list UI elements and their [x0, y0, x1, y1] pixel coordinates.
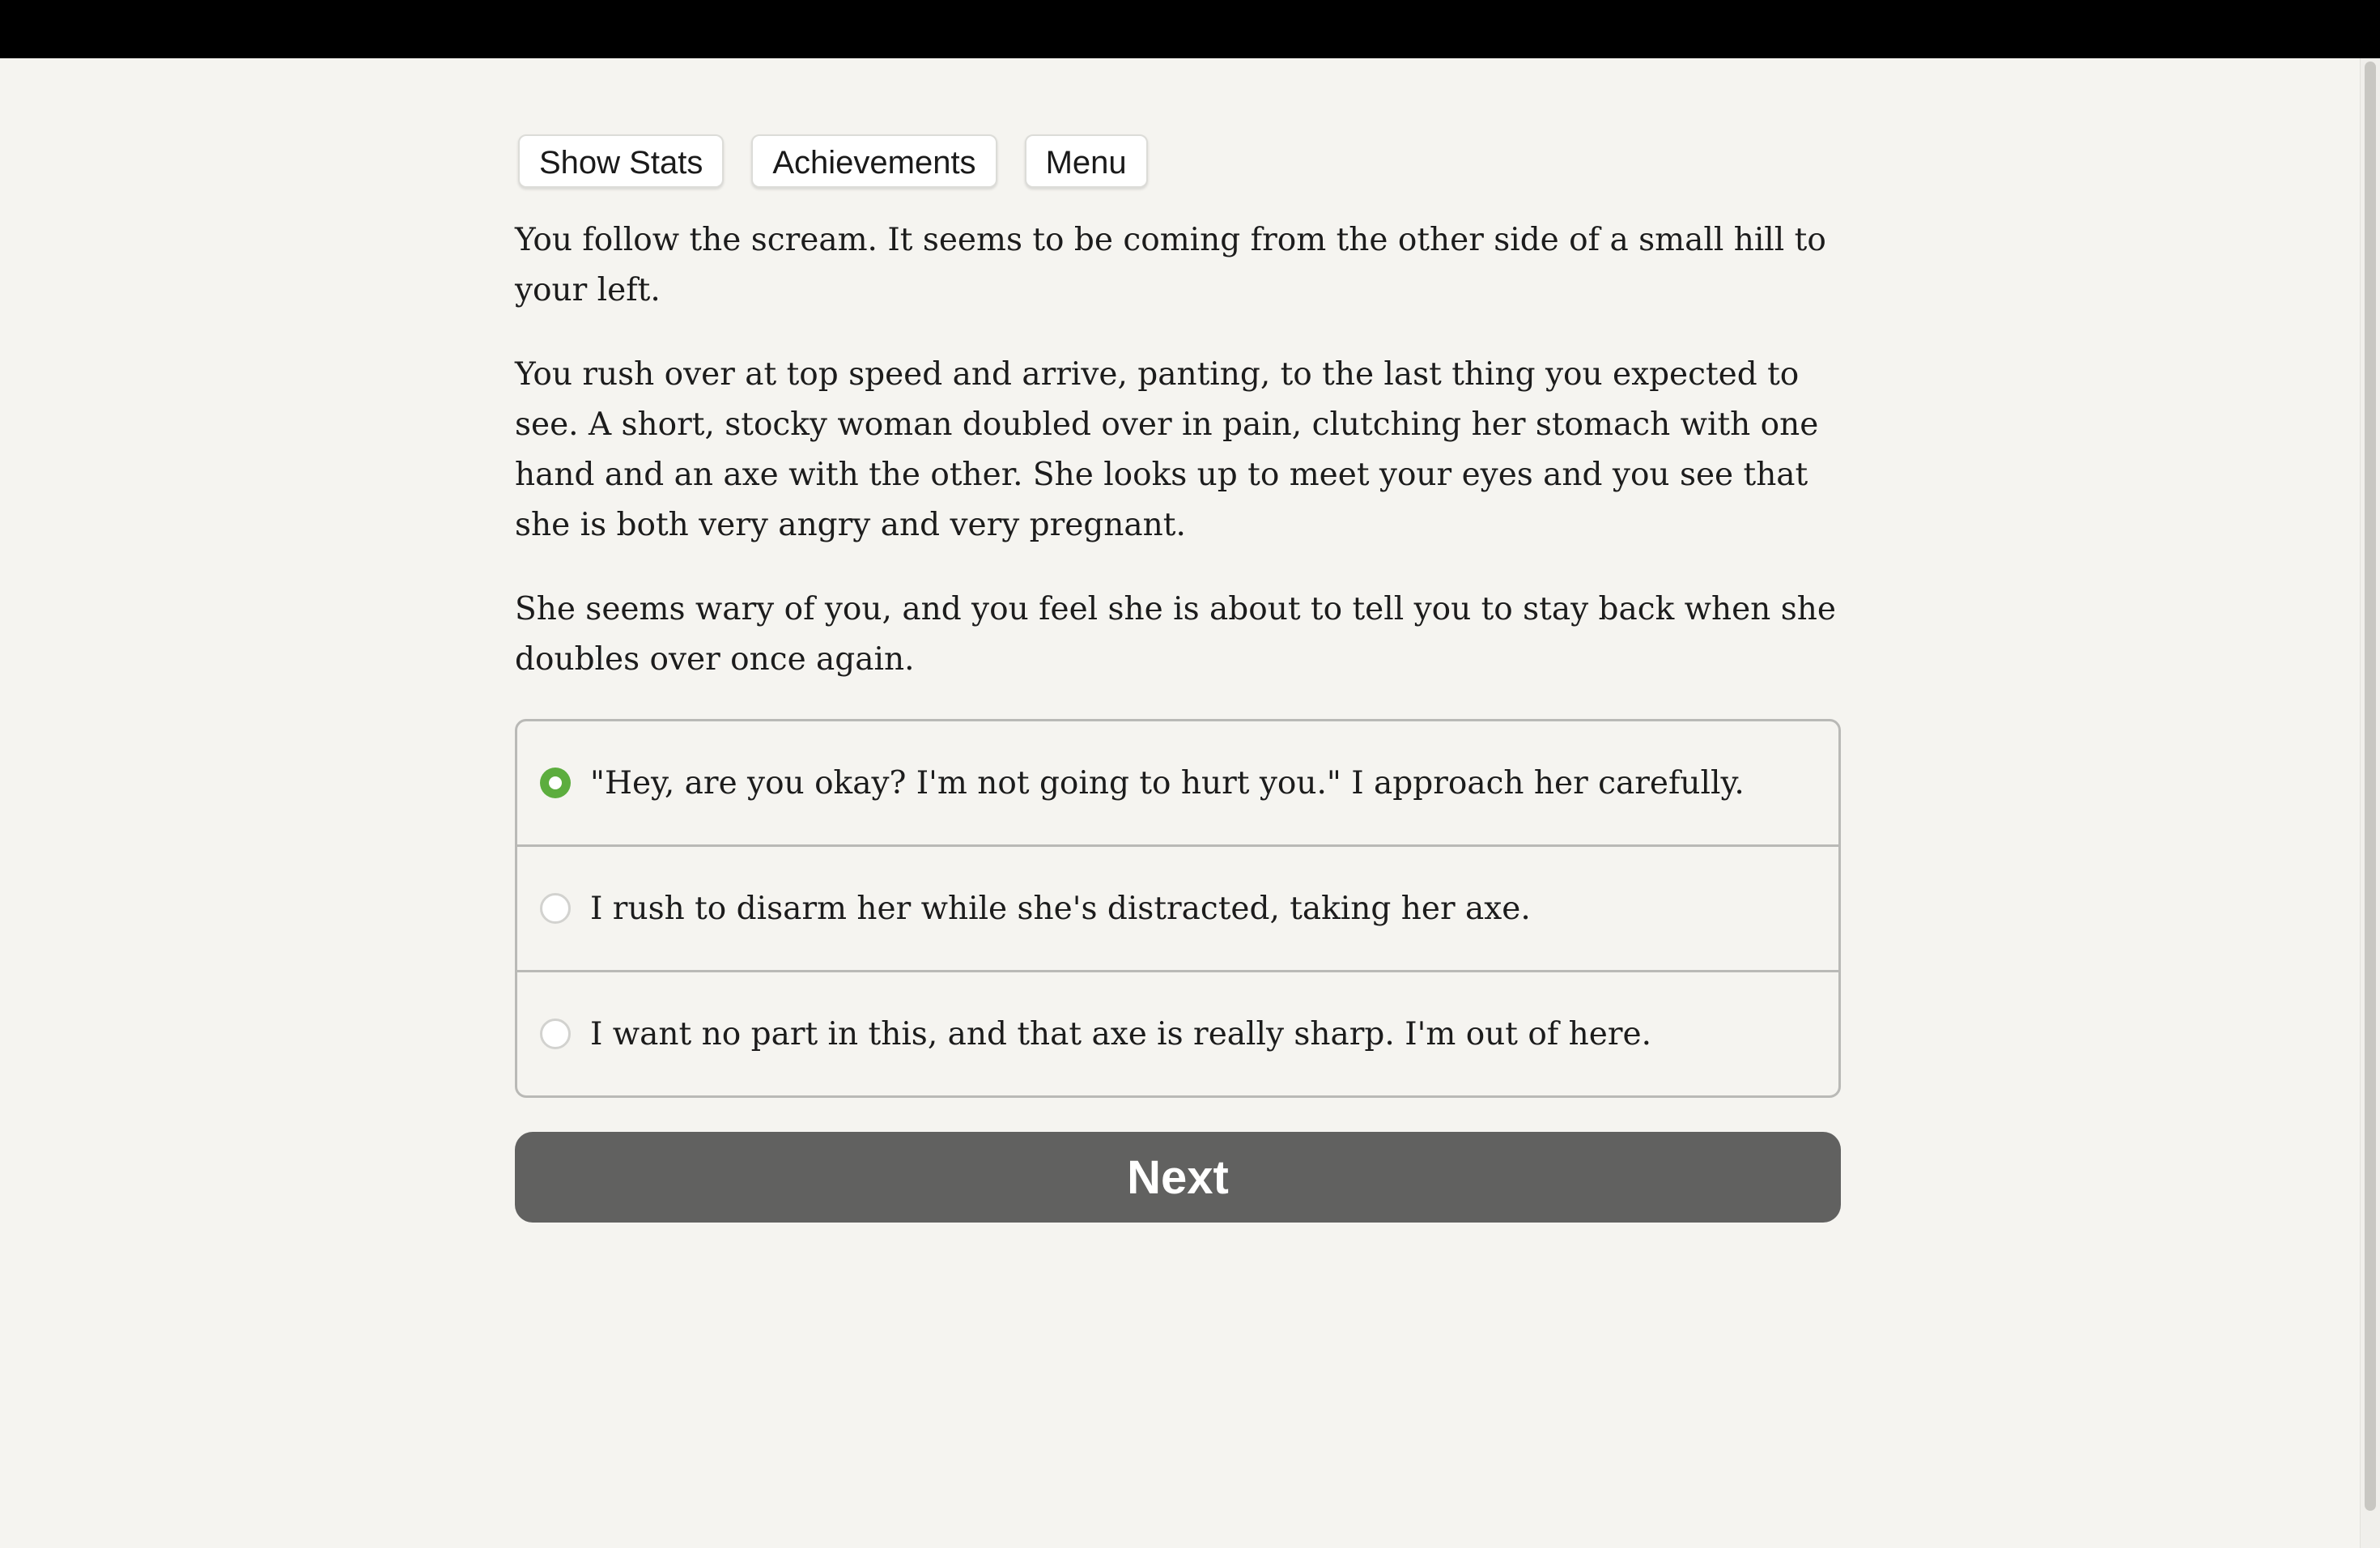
show-stats-button[interactable]: Show Stats	[518, 134, 724, 188]
radio-selected-icon[interactable]	[540, 768, 571, 798]
radio-unselected-icon[interactable]	[540, 1019, 571, 1049]
radio-unselected-icon[interactable]	[540, 893, 571, 924]
window-top-bar	[0, 0, 2380, 58]
story-text	[515, 215, 1841, 685]
choice-label: I rush to disarm her while she's distracted, taking her axe.	[590, 890, 1531, 927]
scrollbar-thumb[interactable]	[2365, 62, 2376, 1511]
toolbar	[518, 134, 1841, 188]
choice-option-leave[interactable]	[517, 970, 1838, 1095]
choice-option-disarm[interactable]	[517, 844, 1838, 970]
choice-list	[515, 719, 1841, 1098]
game-container	[515, 134, 1841, 1223]
vertical-scrollbar[interactable]	[2360, 58, 2380, 1548]
menu-button[interactable]: Menu	[1025, 134, 1148, 188]
achievements-button[interactable]: Achievements	[751, 134, 997, 188]
next-button[interactable]: Next	[515, 1132, 1841, 1223]
story-paragraph: You rush over at top speed and arrive, panting, to the last thing you expected to see. A short, stocky woman doubled over in pain, clutching her stomach with one hand and an axe with the other. She looks up to meet your eyes and you see that she is both very angry and very pregnant.	[515, 356, 1819, 543]
choice-label: "Hey, are you okay? I'm not going to hurt you." I approach her carefully.	[590, 764, 1745, 802]
choice-option-approach[interactable]	[517, 721, 1838, 844]
story-paragraph: You follow the scream. It seems to be coming from the other side of a small hill to your left.	[515, 222, 1826, 308]
choice-label: I want no part in this, and that axe is really sharp. I'm out of here.	[590, 1015, 1651, 1053]
story-paragraph: She seems wary of you, and you feel she is about to tell you to stay back when she doubles over once again.	[515, 591, 1836, 678]
